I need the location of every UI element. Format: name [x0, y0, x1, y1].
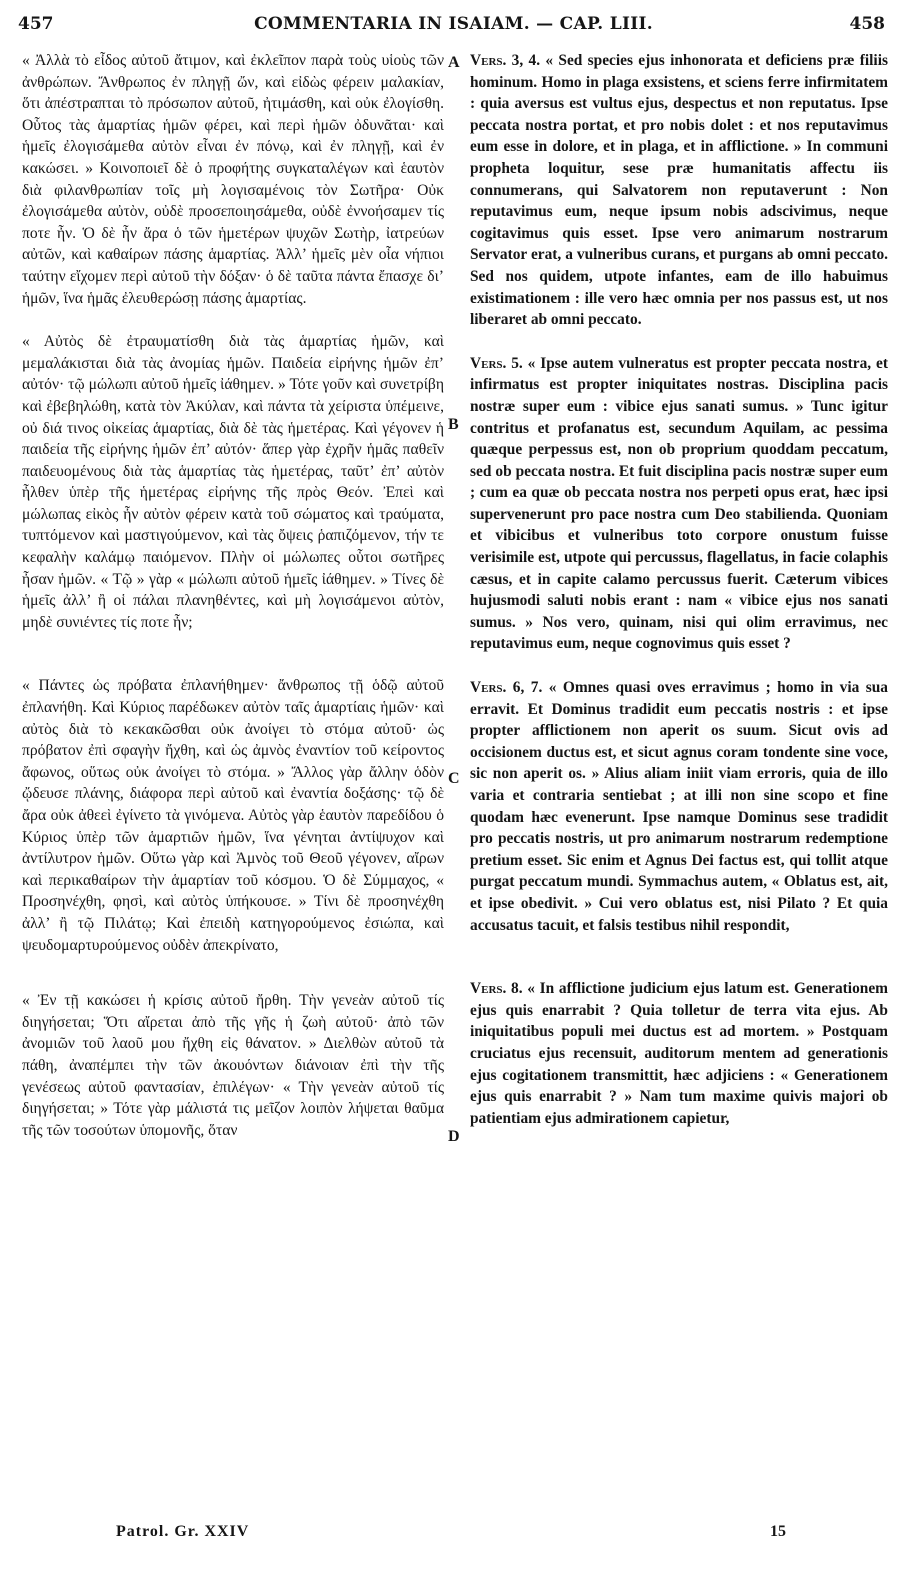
verse-label: Vers. 8.	[470, 980, 523, 998]
latin-verse-5	[470, 353, 888, 655]
paragraph-gap	[22, 633, 444, 675]
margin-marker-d: D	[448, 1128, 460, 1145]
running-title: COMMENTARIA IN ISAIAM. — CAP. LIII.	[254, 14, 653, 34]
latin-column	[470, 50, 888, 1129]
greek-paragraph-4: « Ἐν τῇ κακώσει ἡ κρίσις αὐτοῦ ἤρθη. Τὴν γενεὰν αὐτοῦ τίς διηγήσεται; Ὅτι αἴρεται ἀπὸ τῆς γῆς ἡ ζωὴ αὐτοῦ· ἀπὸ τῶν ἀνομιῶν τοῦ λαοῦ μου ἤχθη εἰς θάνατον. » Διελθὼν αὐτοῦ τὰ πάθη, ἀναπέμπει τὴν τῶν ἀκουόντων διάνοιαν ἐπὶ τὴν τῆς γενέσεως αὐτοῦ φαντασίαν, ἐπιλέγων· « Τὴν γενεὰν αὐτοῦ τίς διηγήσεται; » Τότε γὰρ μάλιστά τις μεῖζον λοιπὸν λήψεται θαῦμα τῆς τῶν τοσούτων ὑπομονῆς, ὅταν	[22, 992, 444, 1139]
verse-text: « Omnes quasi oves erravimus ; homo in via sua erravit. Et Dominus tradidit eum peccatis nostris : et ipse propter afflictionem non aperit os suum. Sicut ovis ad occisionem ductus est, et sicut agnus coram tondente sine voce, sic non aperit os. » Alius aliam iniit viam erroris, quia de illo varia et contraria sentiebat ; at illi non sine scopo et fine quodam hæc evenerunt. Ipse namque Dominus sese tradidit pro peccatis nostris, ut pro animarum nostrarum redemptione pretium esset. Sic enim et Agnus Dei factus est, qui tollit atque purgat peccatum mundi. Symmachus autem, « Oblatus est, ait, et ipse obedivit. » Cui vero oblatus est, nisi Pilato ? Et quia accusatus tacuit, et falsis testibus nihil respondit,	[470, 679, 888, 934]
right-page-number: 458	[849, 14, 885, 34]
paragraph-gap	[470, 331, 888, 353]
latin-verse-3-4	[470, 50, 888, 331]
greek-paragraph-1: « Ἀλλὰ τὸ εἶδος αὐτοῦ ἄτιμον, καὶ ἐκλεῖπον παρὰ τοὺς υἱοὺς τῶν ἀνθρώπων. Ἄνθρωπος ἐν πληγῇ ὤν, καὶ εἰδὼς φέρειν μαλακίαν, ὅτι ἀπέστραπται τὸ πρόσωπον αὐτοῦ, ἠτιμάσθη, καὶ οὐκ ἐλογίσθη. Οὗτος τὰς ἁμαρτίας ἡμῶν φέρει, καὶ περὶ ἡμῶν ὀδυνᾶται· καὶ ἡμεῖς ἐλογισάμεθα αὐτὸν εἶναι ἐν πόνῳ, καὶ ἐν πληγῇ, καὶ ἐν κακώσει. » Κοινοποιεῖ δὲ ὁ προφήτης συγκαταλέγων καὶ ἑαυτὸν διὰ φιλανθρωπίαν τοῖς μὴ λογισαμένοις τὸν Σωτῆρα· Οὐκ ἐλογισάμεθα αὐτὸν, οὐδὲ προσεποιησάμεθα, οὐδὲ ἐννοήσαμεν τίς ποτε ἦν. Ὁ δὲ ἦν ἄρα ὁ τῶν ἡμετέρων ψυχῶν Σωτὴρ, ἰατρεύων αὐτῶν, καὶ καθαίρων πάσης ἁμαρτίας. Ἀλλ’ ἡμεῖς μὲν οἷα νήπιοι ταύτην εἴχομεν περὶ αὐτοῦ τὴν δόξαν· ὁ δὲ ταῦτα πάντα ἔπασχε δι’ ἡμῶν, ἵνα ἡμᾶς ἐλευθερώσῃ πάσης ἁμαρτίας.	[22, 52, 444, 307]
verse-text: « Ipse autem vulneratus est propter peccata nostra, et infirmatus est propter iniquitates nostras. Disciplina pacis nostræ super eum : vibice ejus sanati sumus. » Tunc igitur contritus et profanatus est, secundum Aquilam, ac pessima quæque perpessus est, non ob proprium quoddam peccatum, sed ob peccata nostra. Et fuit disciplina pacis nostræ super eum ; cum ea quæ ob peccata nostra nos perpeti opus erat, hæc ipsi supervenerunt pro pace nostra cum Deo stabilienda. Quoniam et vibicibus et vulneribus toto corpore onustum fuisse verisimile est, utpote qui percussus, flagellatus, in facie colaphis cæsus, et in capite calamo percussus fuerit. Cæterum vibices hujusmodi saluti nobis erant : nam « vibice ejus nos sanati sumus. » Nos vero, quinam, nisi qui olim erravimus, nec reputavimus eum, neque cognovimus quis esset ?	[470, 354, 888, 653]
verse-label: Vers. 5.	[470, 354, 523, 372]
left-page-number: 457	[18, 14, 54, 34]
paragraph-gap	[22, 309, 444, 331]
margin-marker-c: C	[448, 770, 460, 787]
latin-verse-8	[470, 978, 888, 1129]
greek-paragraph-3: « Πάντες ὡς πρόβατα ἐπλανήθημεν· ἄνθρωπος τῇ ὁδῷ αὐτοῦ ἐπλανήθη. Καὶ Κύριος παρέδωκεν αὐτὸν ταῖς ἁμαρτίαις ἡμῶν· καὶ αὐτὸς διὰ τὸ κεκακῶσθαι οὐκ ἀνοίγει τὸ στόμα αὐτοῦ· ὡς πρόβατον ἐπὶ σφαγὴν ἤχθη, καὶ ὡς ἀμνὸς ἐναντίον τοῦ κείροντος ἄφωνος, οὕτως οὐκ ἀνοίγει τὸ στόμα. » Ἄλλος γὰρ ἄλλην ὁδὸν ᾤδευσε πλάνης, διάφορα περὶ αὐτοῦ καὶ ἐναντία δοξάσης· τῷ δὲ ἄρα οὐκ ἀθεεὶ ἐγίνετο τὰ γινόμενα. Αὐτὸς γὰρ ἑαυτὸν παρεδίδου ὁ Κύριος ὑπὲρ τῶν ἁμαρτιῶν ἡμῶν, ἵνα γένηται ἀντίψυχον καὶ ἀντίλυτρον ἡμῶν. Οὕτω γὰρ καὶ Ἀμνὸς τοῦ Θεοῦ γέγονεν, αἴρων καὶ περικαθαίρων τὴν ἁμαρτίαν τοῦ κόσμου. Ὁ δὲ Σύμμαχος, « Προσηνέχθη, φησὶ, καὶ αὐτὸς ὑπήκουσε. » Τίνι δὲ προσηνέχθη ἀλλ’ ἢ τῷ Πιλάτῳ; Καὶ ἐπειδὴ κατηγορούμενος ἐσιώπα, καὶ ψευδομαρτυρούμενος οὐδὲν ἀπεκρίνατο,	[22, 677, 444, 954]
paragraph-gap	[470, 936, 888, 978]
footer-signature: 15	[770, 1523, 786, 1540]
verse-label: Vers. 3, 4.	[470, 52, 541, 69]
verse-label: Vers. 6, 7.	[470, 679, 543, 697]
paragraph-gap	[470, 655, 888, 677]
verse-text: « In afflictione judicium ejus latum est. Generationem ejus quis enarrabit ? Quia tolletur de terra vita ejus. Ab iniquitatibus populi mei ductus est ad mortem. » Postquam cruciatus ejus recensuit, auditorum mentem ad generationis ejus cogitationem transmittit, hæc adjiciens : « Generationem ejus quis enarrabit ? » Nam tum maxime quivis majori ob patientiam ejus admirationem capietur,	[470, 980, 888, 1127]
greek-column	[22, 50, 444, 1141]
footer-series: Patrol. Gr. XXIV	[116, 1523, 250, 1540]
latin-verse-6-7	[470, 677, 888, 936]
greek-paragraph-2: « Αὐτὸς δὲ ἐτραυματίσθη διὰ τὰς ἁμαρτίας ἡμῶν, καὶ μεμαλάκισται διὰ τὰς ἀνομίας ἡμῶν. Παιδεία εἰρήνης ἡμῶν ἐπ’ αὐτόν· τῷ μώλωπι αὐτοῦ ἡμεῖς ἰάθημεν. » Τότε γοῦν καὶ συνετρίβη καὶ ἐβεβηλώθη, κατὰ τὸν Ἀκύλαν, καὶ πάντα τὰ χείριστα ὑπέμεινε, οὐ διά τινος οἰκείας ἁμαρτίας, διὰ δὲ τὰς ἡμετέρας. Καὶ γέγονεν ἡ παιδεία τῆς εἰρήνης ἡμῶν ἐπ’ αὐτόν· ἅπερ γὰρ ἐχρῆν ἡμᾶς παθεῖν παιδευομένους διὰ τὰς ἁμαρτίας τὰς ἡμετέρας, ταῦτ’ ἐπ’ αὐτὸν ἦλθεν ὑπὲρ τῆς ἡμετέρας εἰρήνης τῆς πρὸς Θεόν. Ἐπεὶ καὶ μώλωπας εἰκὸς ἦν αὐτὸν φέρειν κατὰ τοῦ σώματος καὶ τραύματα, τυπτόμενον καὶ μαστιγούμενον, καὶ τὰς ὄψεις ῥαπιζόμενον, τήν τε κεφαλὴν καλάμῳ παιόμενον. Πλὴν οἱ μώλωπες οὗτοι σωτῆρες ἦσαν ἡμῶν. « Τῷ » γὰρ « μώλωπι αὐτοῦ ἡμεῖς ἰάθημεν. » Τίνες δὲ ἡμεῖς ἀλλ’ ἢ οἱ πάλαι πλανηθέντες, καὶ μὴ λογισάμενοι αὐτὸν, μηδὲ συνιέντες τίς ποτε ἦν;	[22, 333, 444, 631]
margin-marker-b: B	[448, 416, 459, 433]
paragraph-gap	[22, 956, 444, 990]
margin-marker-a: A	[448, 54, 460, 71]
verse-text: « Sed species ejus inhonorata et deficiens præ filiis hominum. Homo in plaga exsistens, et sciens ferre infirmitatem : quia aversus est vultus ejus, despectus et non reputatus. Ipse peccata nostra portat, et pro nobis dolet : et nos reputavimus eum esse in dolore, et in plaga, et in afflictione. » In communi propheta loquitur, sese præ humanitatis affectu iis connumerans, qui Salvatorem non reputaverunt : Non reputavimus eum, neque ipsum nobis adscivimus, neque cogitavimus quis esset. Ipse vero animarum nostrarum Servator erat, a vulneribus curans, et purgans ab omni peccato. Sed nos quidem, utpote infantes, eam de illo habuimus existimationem : ille vero hæc omnia per nos passus est, ut nos liberaret ab omni peccato.	[470, 52, 888, 329]
